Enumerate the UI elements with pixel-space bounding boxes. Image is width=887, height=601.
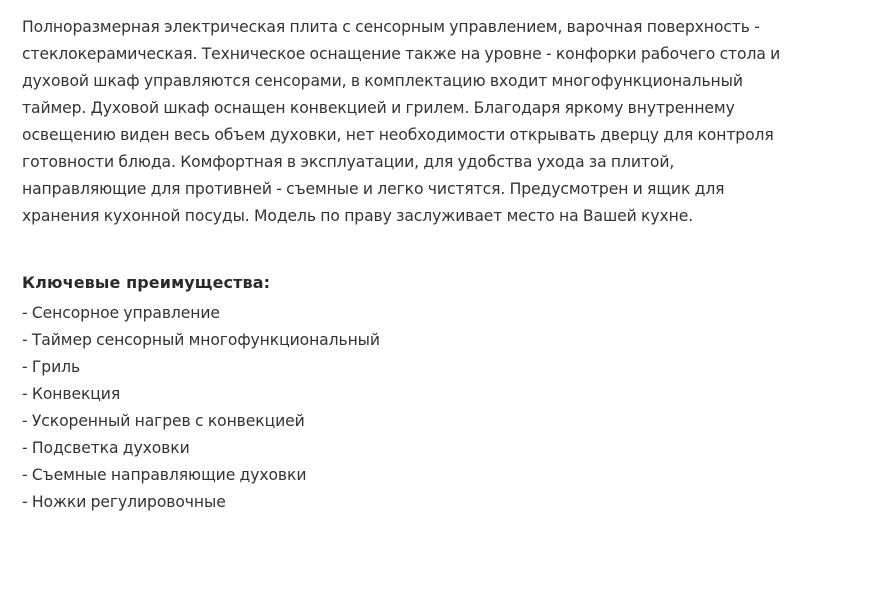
- advantage-item: - Гриль: [22, 358, 81, 376]
- advantages-list: [22, 300, 869, 516]
- advantage-item: - Подсветка духовки: [22, 439, 190, 457]
- advantage-item: - Съемные направляющие духовки: [22, 466, 307, 484]
- product-description: [22, 14, 869, 230]
- description-line: таймер. Духовой шкаф оснащен конвекцией и грилем. Благодаря яркому внутреннему: [22, 99, 735, 117]
- description-line: освещению виден весь объем духовки, нет необходимости открывать дверцу для контроля: [22, 126, 774, 144]
- advantage-item: - Конвекция: [22, 385, 121, 403]
- advantage-item: - Ускоренный нагрев с конвекцией: [22, 412, 305, 430]
- advantage-item: - Ножки регулировочные: [22, 493, 226, 511]
- description-line: готовности блюда. Комфортная в эксплуатации, для удобства ухода за плитой,: [22, 153, 675, 171]
- advantage-item: - Таймер сенсорный многофункциональный: [22, 331, 380, 349]
- advantage-item: - Сенсорное управление: [22, 304, 220, 322]
- description-line: духовой шкаф управляются сенсорами, в комплектацию входит многофункциональный: [22, 72, 743, 90]
- description-line: направляющие для противней - съемные и легко чистятся. Предусмотрен и ящик для: [22, 180, 725, 198]
- description-line: стеклокерамическая. Техническое оснащение также на уровне - конфорки рабочего стола и: [22, 45, 781, 63]
- advantages-heading: Ключевые преимущества:: [22, 273, 271, 292]
- section-spacer: [22, 230, 869, 270]
- description-line: хранения кухонной посуды. Модель по праву заслуживает место на Вашей кухне.: [22, 207, 694, 225]
- description-line: Полноразмерная электрическая плита с сенсорным управлением, варочная поверхность -: [22, 18, 760, 36]
